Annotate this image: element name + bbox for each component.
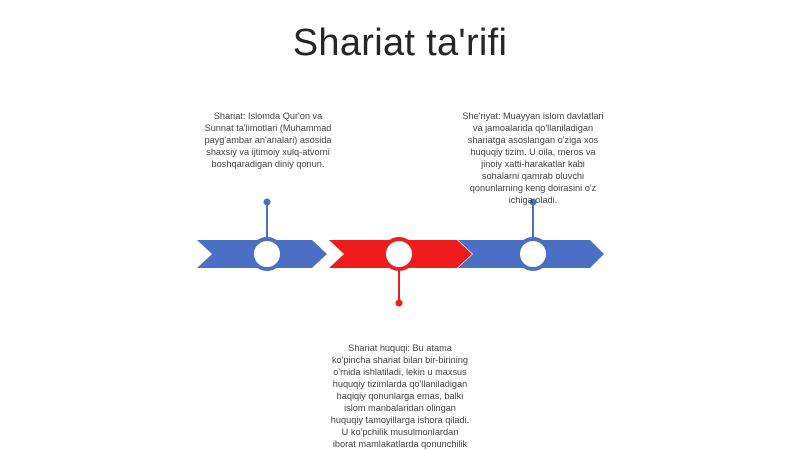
connector-dot-2 — [396, 300, 403, 307]
callout-sheriyat: She'riyat: Muayyan islom davlatlari va jamoalarida qo'llaniladigan shariatga asoslangan o'ziga xos huquqiy tizim. U oila, meros va jinoiy xatti-harakatlar kabi sohalarni qamrab oluvchi qonunlarning keng doirasini o'z ichiga oladi. — [462, 111, 604, 205]
connector-dot-1 — [264, 199, 271, 206]
callout-shariat-huquqi: Shariat huquqi: Bu atama ko'pincha shariat bilan bir-birining o'rnida ishlatiladi, lekin u maxsus huquqiy tizimlarda qo'llaniladigan haqiqiy qonunlarga emas, balki islom manbalaridan olingan huquqiy tamoyillarga ishora qiladi. U ko'pchilik musulmonlardan iborat mamlakatlarda qonunchilik — [330, 343, 470, 449]
milestone-ring-1 — [252, 239, 282, 269]
page-title: Shariat ta'rifi — [292, 22, 508, 64]
callout-shariat: Shariat: Islomda Qur'on va Sunnat ta'limotlari (Muhammad payg'ambar an'analari) asosida shaxsiy va ijtimoiy xulq-atvorni boshqaradigan diniy qonun. — [204, 111, 332, 169]
milestone-ring-3 — [518, 239, 548, 269]
milestone-ring-2 — [384, 239, 414, 269]
